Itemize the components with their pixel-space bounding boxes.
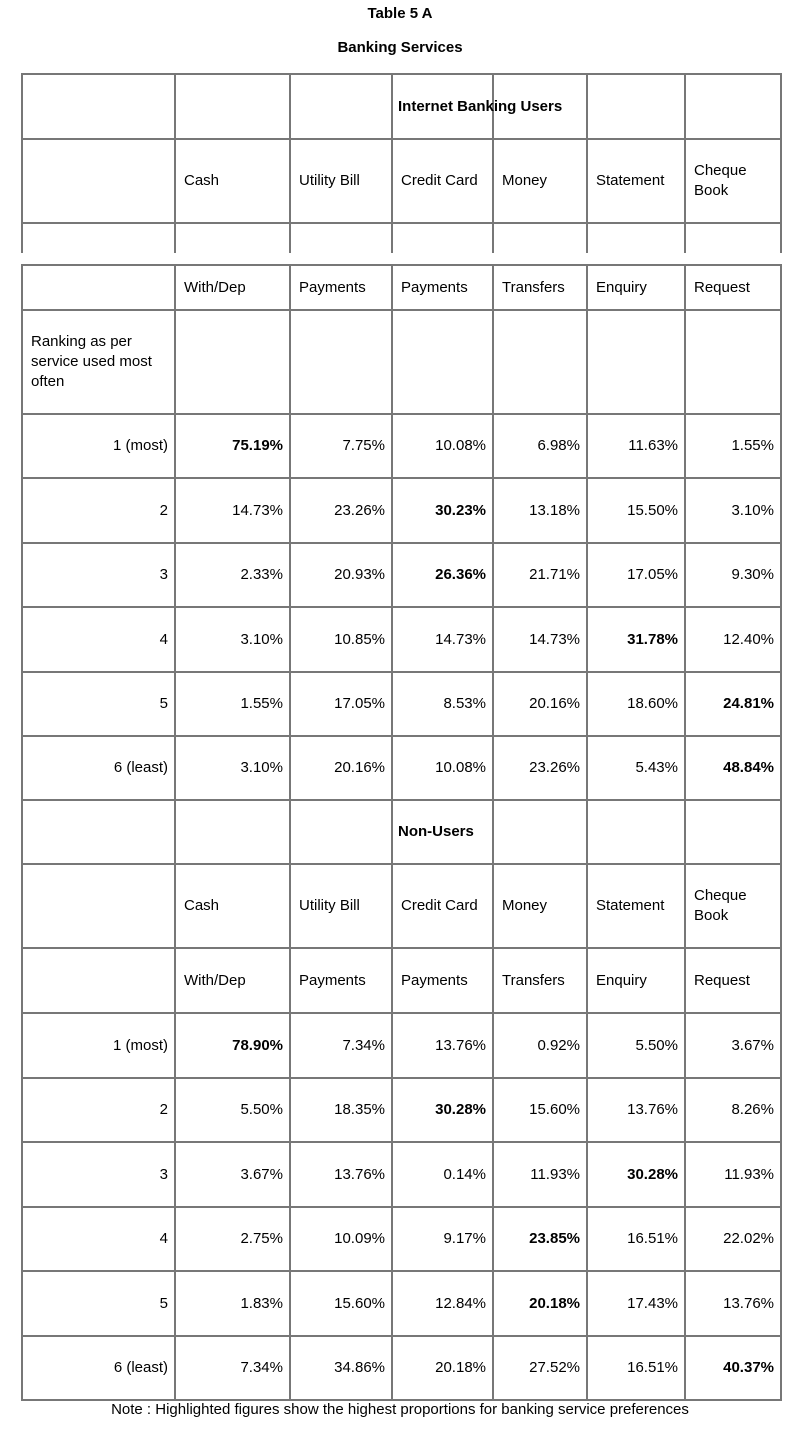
data-cell: 6.98% — [537, 437, 580, 454]
data-cell: 17.05% — [334, 695, 385, 712]
data-cell: 13.18% — [529, 501, 580, 519]
data-cell: 13.76% — [435, 1036, 486, 1054]
column-header-utility-bill: Utility Bill — [299, 172, 360, 189]
column-subheader-with-dep: With/Dep — [184, 971, 246, 989]
data-cell: 14.73% — [529, 630, 580, 648]
rank-label: 6 (least) — [113, 759, 168, 776]
data-cell: 1.55% — [240, 695, 283, 712]
data-cell: 3.10% — [731, 501, 774, 519]
section-heading-internet-users: Internet Banking Users — [398, 97, 563, 115]
data-cell: 30.23% — [435, 501, 486, 519]
data-cell: 15.60% — [334, 1294, 385, 1312]
data-cell: 3.67% — [240, 1165, 283, 1183]
data-cell: 9.30% — [731, 566, 774, 583]
column-header-utility-bill: Utility Bill — [299, 897, 360, 914]
data-cell: 12.40% — [723, 630, 774, 648]
table-subtitle: Banking Services — [337, 39, 463, 56]
data-cell: 15.60% — [529, 1101, 580, 1118]
data-cell: 14.73% — [435, 630, 486, 648]
data-cell: 23.85% — [529, 1230, 580, 1247]
column-header-money: Money — [502, 897, 548, 914]
column-header-cash: Cash — [184, 172, 220, 189]
data-cell: 13.76% — [334, 1165, 385, 1183]
data-cell: 5.43% — [635, 759, 678, 776]
column-subheader-payments: Payments — [299, 971, 366, 989]
data-cell: 20.18% — [529, 1294, 580, 1312]
data-cell: 7.75% — [342, 437, 385, 454]
data-cell: 10.09% — [334, 1230, 385, 1247]
data-cell: 12.84% — [435, 1294, 486, 1312]
table-note: Note : Highlighted figures show the highest proportions for banking service preferences — [111, 1401, 689, 1418]
table-title: Table 5 A — [367, 5, 433, 22]
data-cell: 30.28% — [435, 1101, 486, 1118]
column-header-cheque-book: Cheque Book — [694, 887, 747, 924]
data-cell: 9.17% — [443, 1230, 486, 1247]
data-cell: 2.75% — [240, 1230, 283, 1247]
data-cell: 5.50% — [635, 1036, 678, 1054]
data-cell: 0.14% — [443, 1165, 486, 1183]
column-subheader-enquiry: Enquiry — [596, 971, 647, 989]
column-subheader-payments: Payments — [299, 278, 366, 296]
data-cell: 10.08% — [435, 437, 486, 454]
data-cell: 22.02% — [723, 1230, 774, 1247]
column-header-cheque-book: Cheque Book — [694, 162, 747, 199]
data-cell: 2.33% — [240, 566, 283, 583]
rank-label: 4 — [159, 1230, 168, 1247]
rank-label: 2 — [159, 1101, 168, 1118]
data-cell: 34.86% — [334, 1359, 385, 1376]
rank-label: 2 — [159, 501, 168, 519]
column-subheader-payments: Payments — [401, 971, 468, 989]
data-cell: 3.10% — [240, 630, 283, 648]
data-cell: 18.60% — [627, 695, 678, 712]
data-cell: 78.90% — [232, 1036, 283, 1054]
data-cell: 20.16% — [529, 695, 580, 712]
data-cell: 15.50% — [627, 501, 678, 519]
data-cell: 21.71% — [529, 566, 580, 583]
column-subheader-transfers: Transfers — [502, 971, 565, 989]
data-cell: 11.93% — [724, 1165, 774, 1183]
column-subheader-enquiry: Enquiry — [596, 278, 647, 296]
row-header-ranking: Ranking as per service used most often — [31, 333, 152, 390]
data-cell: 1.55% — [731, 437, 774, 454]
data-cell: 23.26% — [334, 501, 385, 519]
data-cell: 48.84% — [723, 759, 774, 776]
rank-label: 3 — [159, 566, 168, 583]
data-cell: 40.37% — [723, 1359, 774, 1376]
data-cell: 24.81% — [723, 695, 774, 712]
rank-label: 3 — [159, 1165, 168, 1183]
data-cell: 7.34% — [342, 1036, 385, 1054]
data-cell: 16.51% — [627, 1230, 678, 1247]
data-cell: 17.05% — [627, 566, 678, 583]
data-cell: 10.85% — [334, 630, 385, 648]
data-cell: 11.93% — [530, 1165, 580, 1183]
data-cell: 30.28% — [627, 1165, 678, 1183]
column-subheader-with-dep: With/Dep — [184, 278, 246, 296]
data-cell: 8.53% — [443, 695, 486, 712]
column-header-credit-card: Credit Card — [401, 897, 478, 914]
rank-label: 5 — [159, 1294, 168, 1312]
data-cell: 26.36% — [435, 566, 486, 583]
data-cell: 23.26% — [529, 759, 580, 776]
column-subheader-transfers: Transfers — [502, 278, 565, 296]
data-cell: 31.78% — [627, 630, 678, 648]
column-header-statement: Statement — [596, 172, 665, 189]
data-cell: 3.67% — [731, 1036, 774, 1054]
column-subheader-request: Request — [694, 278, 750, 296]
column-header-money: Money — [502, 172, 548, 189]
data-cell: 1.83% — [240, 1294, 283, 1312]
data-cell: 10.08% — [435, 759, 486, 776]
data-cell: 16.51% — [627, 1359, 678, 1376]
data-cell: 5.50% — [240, 1101, 283, 1118]
data-cell: 17.43% — [627, 1294, 678, 1312]
rank-label: 4 — [159, 630, 168, 648]
data-cell: 13.76% — [627, 1101, 678, 1118]
column-header-cash: Cash — [184, 897, 220, 914]
rank-label: 1 (most) — [112, 1036, 168, 1054]
column-header-statement: Statement — [596, 897, 665, 914]
data-cell: 0.92% — [537, 1036, 580, 1054]
data-cell: 75.19% — [232, 437, 283, 454]
rank-label: 5 — [159, 695, 168, 712]
data-cell: 3.10% — [240, 759, 283, 776]
column-header-credit-card: Credit Card — [401, 172, 478, 189]
data-cell: 8.26% — [731, 1101, 774, 1118]
data-cell: 20.18% — [435, 1359, 486, 1376]
data-cell: 13.76% — [723, 1294, 774, 1312]
data-cell: 20.16% — [334, 759, 385, 776]
table-column-border — [780, 74, 782, 253]
data-cell: 11.63% — [628, 437, 678, 454]
column-subheader-request: Request — [694, 971, 750, 989]
data-cell: 18.35% — [334, 1101, 385, 1118]
data-cell: 27.52% — [529, 1359, 580, 1376]
data-cell: 20.93% — [334, 566, 385, 583]
section-heading-non-users: Non-Users — [398, 823, 474, 840]
rank-label: 1 (most) — [112, 437, 168, 454]
column-subheader-payments: Payments — [401, 278, 468, 296]
data-cell: 14.73% — [232, 501, 283, 519]
data-cell: 7.34% — [240, 1359, 283, 1376]
table-column-border — [21, 74, 23, 253]
rank-label: 6 (least) — [113, 1359, 168, 1376]
